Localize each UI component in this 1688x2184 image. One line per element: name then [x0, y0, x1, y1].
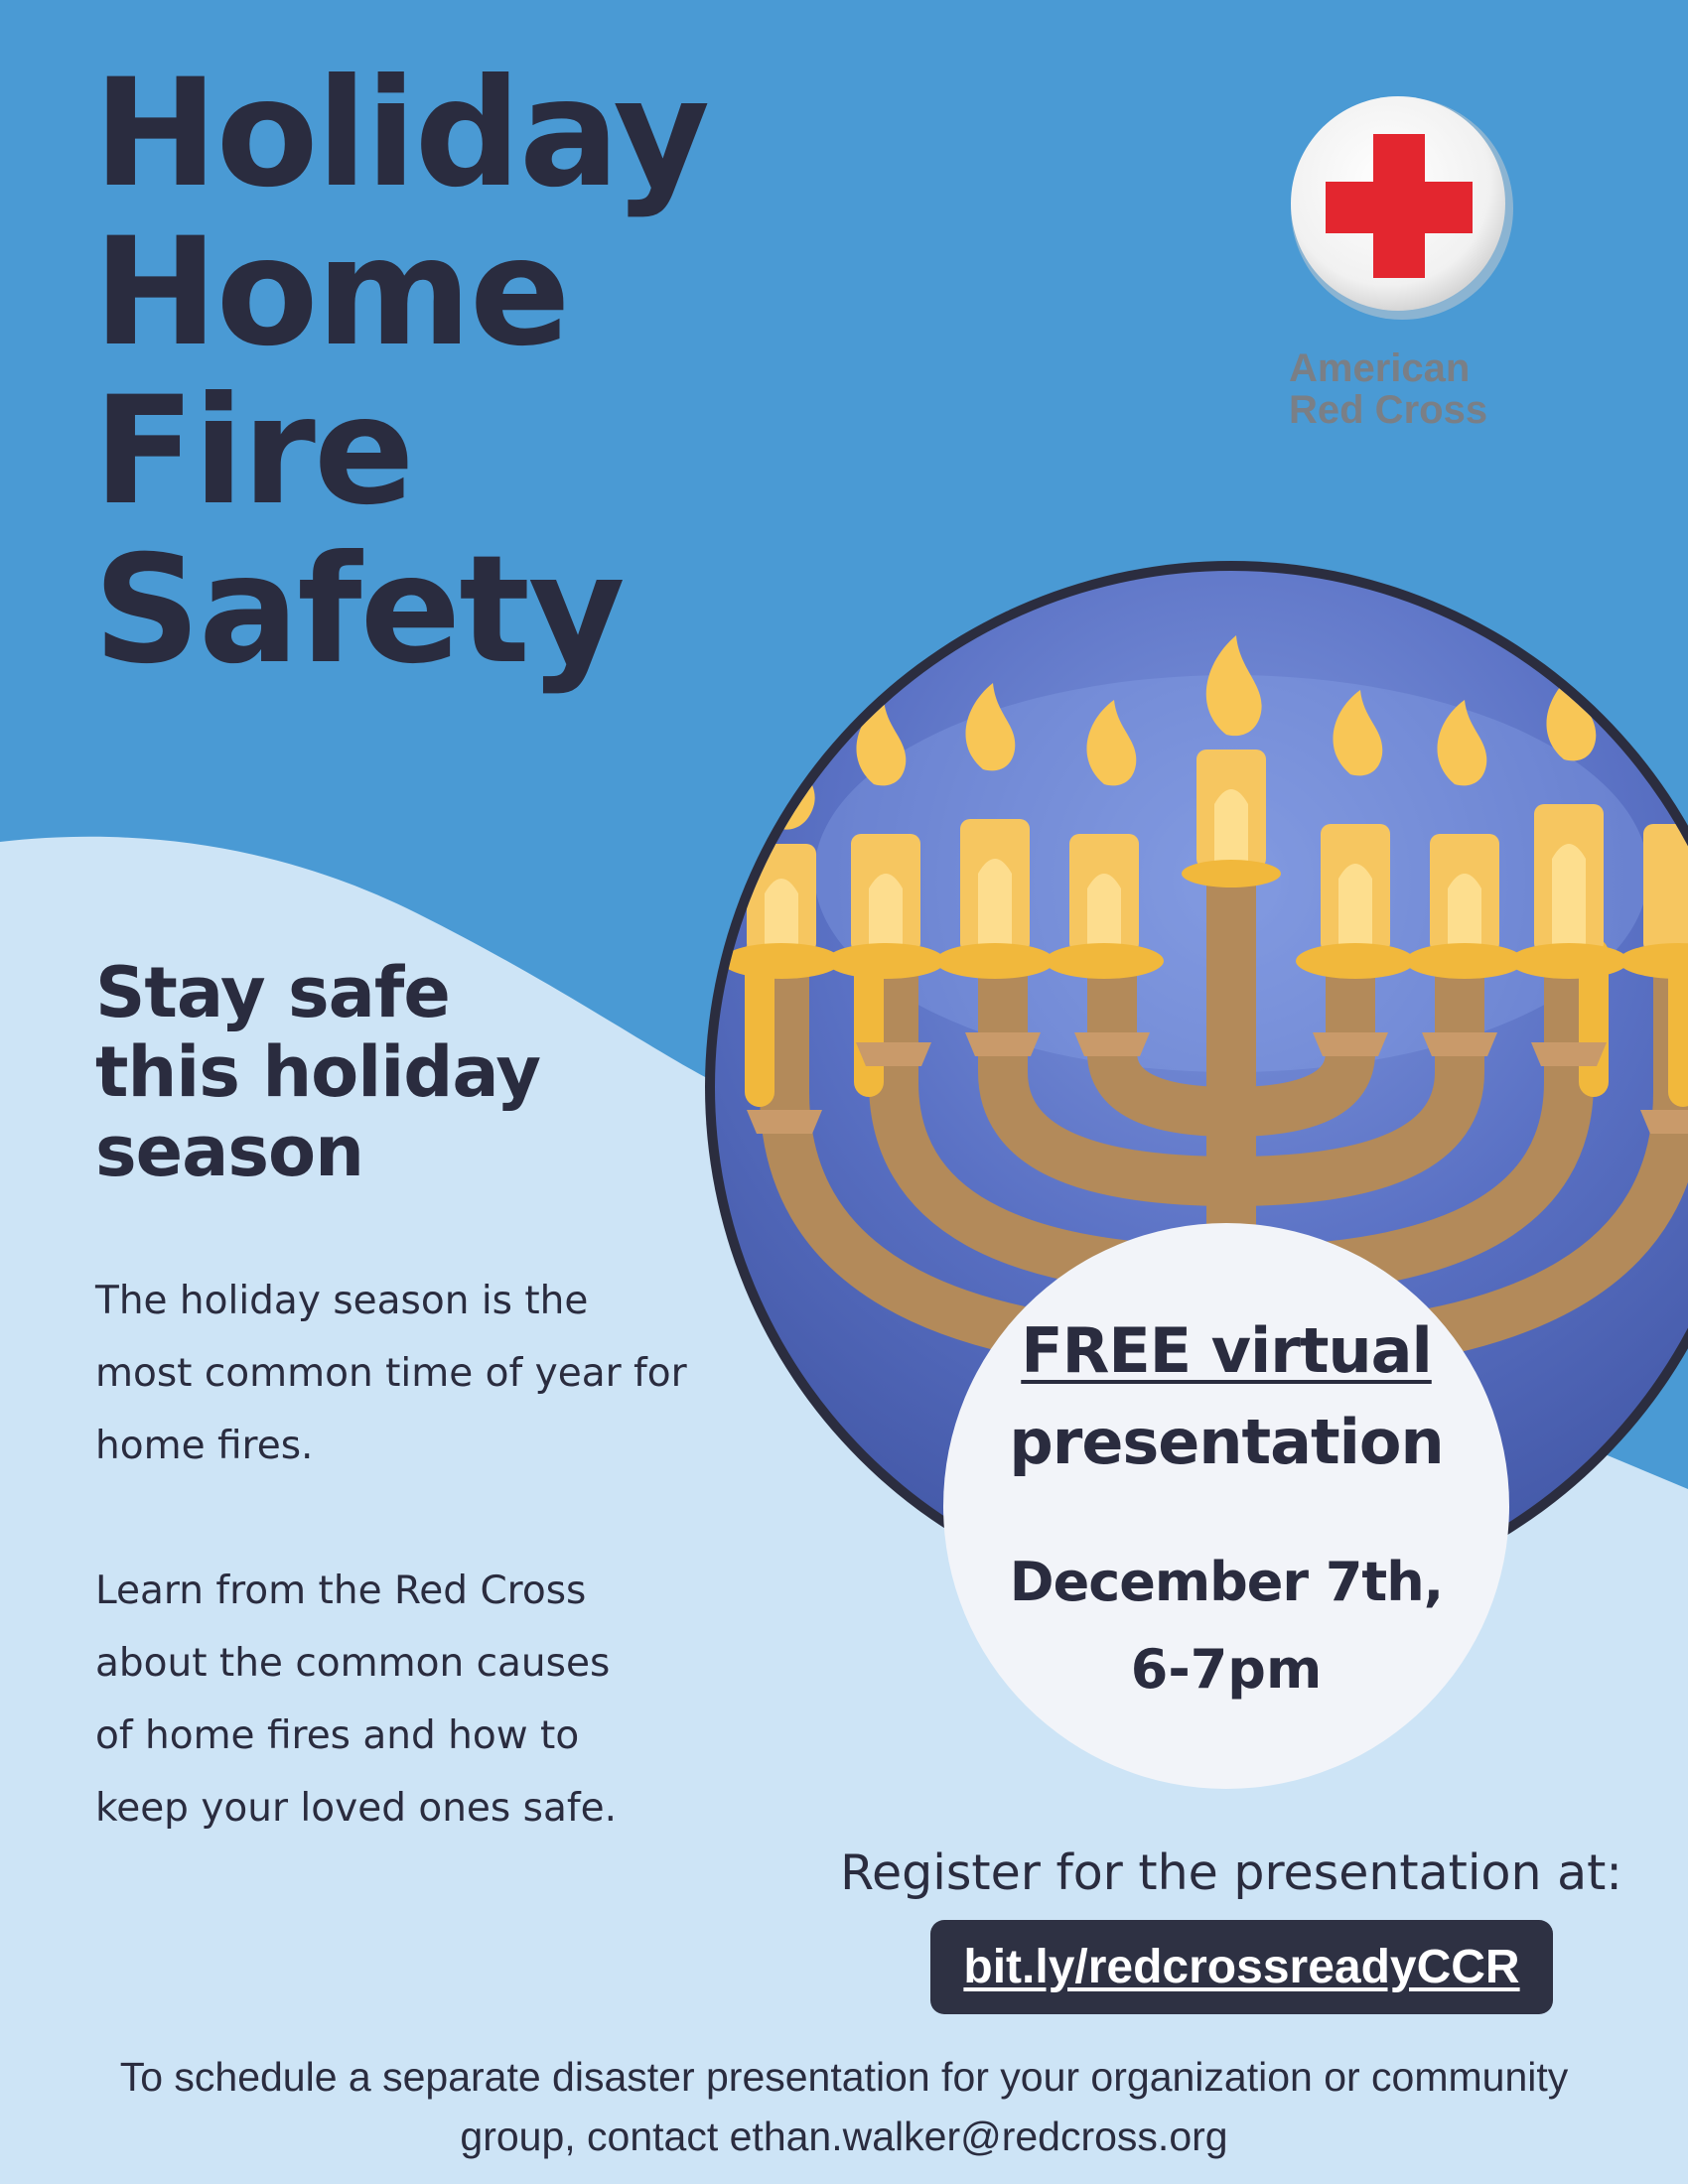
- presentation-label: presentation: [1009, 1406, 1444, 1478]
- title-line-2: Home: [93, 206, 569, 379]
- subhead-line-2: this holiday: [95, 1031, 541, 1113]
- title-line-4: Safety: [93, 524, 624, 697]
- register-prompt: Register for the presentation at:: [840, 1844, 1622, 1901]
- event-details-circle: [943, 1223, 1509, 1789]
- logo-line-1: American: [1289, 346, 1471, 390]
- logo-text: [1281, 347, 1519, 431]
- subhead-line-1: Stay safe: [95, 952, 450, 1033]
- title-line-1: Holiday: [93, 48, 709, 220]
- subhead-line-3: season: [95, 1111, 363, 1192]
- free-virtual-label: FREE virtual: [1021, 1314, 1432, 1387]
- logo-line-2: Red Cross: [1289, 388, 1488, 432]
- registration-link[interactable]: bit.ly/redcrossreadyCCR: [930, 1920, 1553, 2014]
- intro-paragraph: The holiday season is the most common time of year for home fires.: [95, 1279, 687, 1468]
- red-cross-icon: [1281, 95, 1519, 322]
- learn-paragraph: Learn from the Red Cross about the common causes of home fires and how to keep your loved ones safe.: [95, 1569, 617, 1831]
- subheading: [95, 953, 540, 1191]
- event-date: December 7th,: [1009, 1551, 1444, 1613]
- flyer-title: [93, 48, 709, 697]
- title-line-3: Fire: [93, 365, 413, 538]
- american-red-cross-logo: [1281, 95, 1519, 431]
- footer-line-1: To schedule a separate disaster presentation for your organization or community: [119, 2054, 1569, 2100]
- footer-line-2: group, contact ethan.walker@redcross.org: [460, 2114, 1228, 2159]
- event-time: 6-7pm: [1130, 1638, 1323, 1701]
- footer-contact: [30, 2047, 1658, 2166]
